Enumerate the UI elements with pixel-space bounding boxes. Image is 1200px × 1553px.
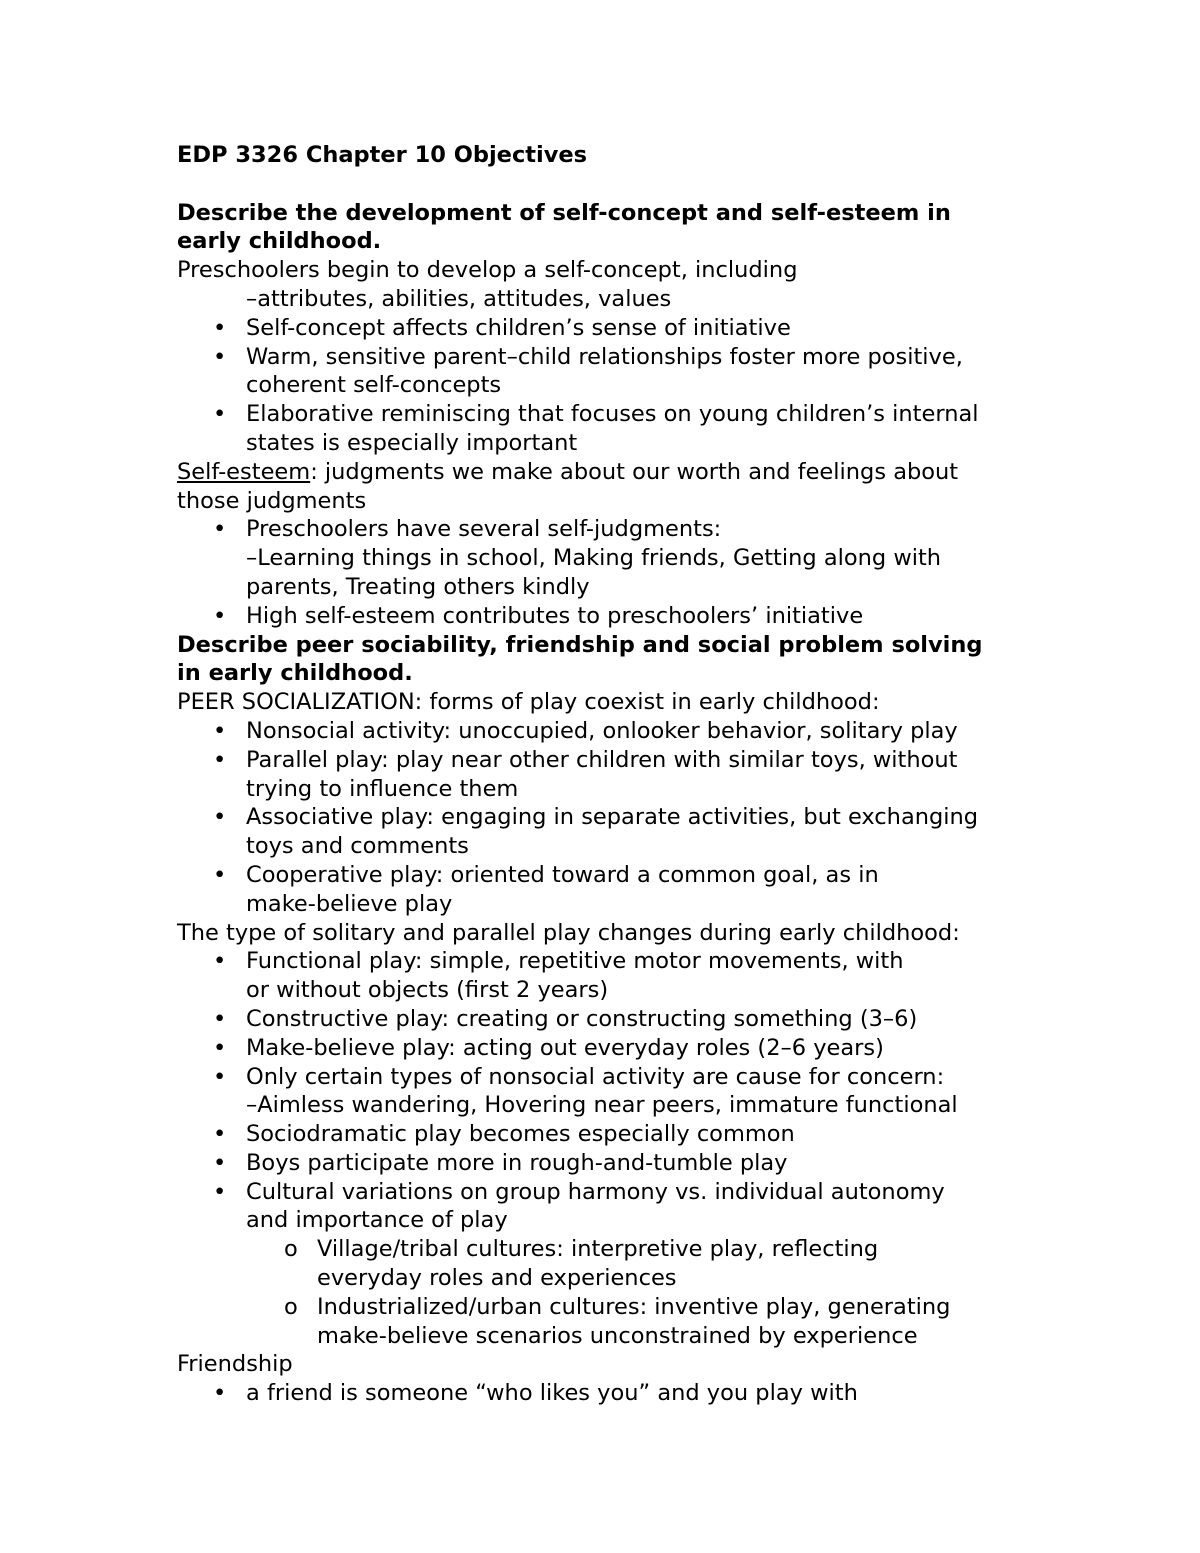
- section2-heading-line: Describe peer sociability, friendship and social problem solving: [177, 631, 983, 658]
- list-item: [177, 1379, 1027, 1408]
- list-item-line: –Aimless wandering, Hovering near peers, immature functional: [246, 1092, 958, 1119]
- list-item-line: o Industrialized/urban cultures: inventive play, generating: [317, 1293, 951, 1320]
- list-item: [177, 400, 1027, 458]
- peer-play-bullets: [177, 717, 1027, 919]
- list-item-line: • Self-concept affects children’s sense of initiative: [246, 314, 791, 341]
- list-item-line: and importance of play: [246, 1207, 508, 1234]
- list-item-line: or without objects (first 2 years): [246, 977, 609, 1004]
- list-item: [177, 602, 1027, 631]
- section1-heading: [177, 199, 1027, 257]
- list-item-line: toys and comments: [246, 833, 469, 860]
- self-esteem-def-text: those judgments: [177, 487, 367, 514]
- self-concept-intro: Preschoolers begin to develop a self-concept, including: [177, 257, 798, 284]
- section1-heading-line: early childhood.: [177, 228, 382, 255]
- self-esteem-definition: [177, 458, 1027, 516]
- list-item-line: • Only certain types of nonsocial activity are cause for concern:: [246, 1063, 945, 1090]
- list-item: [177, 1034, 1027, 1063]
- list-item-line: • Constructive play: creating or constructing something (3–6): [246, 1005, 918, 1032]
- play-type-bullets: [177, 947, 1027, 1235]
- list-item-line: • Elaborative reminiscing that focuses on young children’s internal: [246, 401, 979, 428]
- document-content: [177, 141, 1027, 1408]
- list-item-line: everyday roles and experiences: [317, 1265, 677, 1292]
- peer-socialization-intro: PEER SOCIALIZATION: forms of play coexist in early childhood:: [177, 689, 880, 716]
- section2-heading-line: in early childhood.: [177, 660, 413, 687]
- section2-heading: [177, 631, 1027, 689]
- list-item: [177, 947, 1027, 1005]
- list-item-line: • Preschoolers have several self-judgments:: [246, 516, 722, 543]
- self-esteem-bullets: [177, 515, 1027, 630]
- list-item: [177, 746, 1027, 804]
- list-item-line: • Boys participate more in rough-and-tumble play: [246, 1149, 788, 1176]
- list-item: [177, 343, 1027, 401]
- list-item: [177, 1293, 1027, 1351]
- list-item-line: • Sociodramatic play becomes especially common: [246, 1121, 795, 1148]
- list-item: [177, 803, 1027, 861]
- list-item-line: • Make-believe play: acting out everyday roles (2–6 years): [246, 1034, 884, 1061]
- list-item-line: make-believe play: [246, 890, 453, 917]
- list-item-line: parents, Treating others kindly: [246, 573, 590, 600]
- list-item: [177, 1120, 1027, 1149]
- list-item-line: make-believe scenarios unconstrained by experience: [317, 1322, 918, 1349]
- list-item-line: • Associative play: engaging in separate activities, but exchanging: [246, 804, 979, 831]
- list-item-line: states is especially important: [246, 429, 578, 456]
- self-concept-bullets: [177, 314, 1027, 458]
- list-item: [177, 1063, 1027, 1121]
- list-item: [177, 1005, 1027, 1034]
- list-item-line: • Nonsocial activity: unoccupied, onlooker behavior, solitary play: [246, 717, 958, 744]
- list-item-line: • Functional play: simple, repetitive motor movements, with: [246, 948, 904, 975]
- list-item-line: o Village/tribal cultures: interpretive play, reflecting: [317, 1236, 879, 1263]
- list-item: [177, 1149, 1027, 1178]
- self-esteem-term: Self-esteem: [177, 458, 311, 485]
- culture-sub-bullets: [177, 1235, 1027, 1350]
- friendship-label: Friendship: [177, 1351, 293, 1378]
- list-item-line: • Cultural variations on group harmony vs. individual autonomy: [246, 1178, 945, 1205]
- self-esteem-def-text: : judgments we make about our worth and feelings about: [310, 458, 959, 485]
- list-item-line: trying to influence them: [246, 775, 519, 802]
- section1-heading-line: Describe the development of self-concept and self-esteem in: [177, 199, 951, 226]
- play-type-intro: The type of solitary and parallel play changes during early childhood:: [177, 919, 960, 946]
- list-item: [177, 1235, 1027, 1293]
- list-item: [177, 314, 1027, 343]
- document-title: EDP 3326 Chapter 10 Objectives: [177, 142, 588, 168]
- list-item: [177, 515, 1027, 601]
- list-item-line: • High self-esteem contributes to preschoolers’ initiative: [246, 602, 864, 629]
- friendship-bullets: [177, 1379, 1027, 1408]
- list-item: [177, 861, 1027, 919]
- list-item-line: coherent self-concepts: [246, 372, 502, 399]
- list-item: [177, 1178, 1027, 1236]
- list-item-line: • Warm, sensitive parent–child relationships foster more positive,: [246, 343, 963, 370]
- self-concept-intro-sub: –attributes, abilities, attitudes, values: [246, 285, 672, 312]
- list-item-line: • Cooperative play: oriented toward a common goal, as in: [246, 861, 879, 888]
- list-item-line: –Learning things in school, Making friends, Getting along with: [246, 545, 942, 572]
- list-item-line: • Parallel play: play near other children with similar toys, without: [246, 746, 958, 773]
- list-item: [177, 717, 1027, 746]
- list-item-line: • a friend is someone “who likes you” and you play with: [246, 1380, 858, 1407]
